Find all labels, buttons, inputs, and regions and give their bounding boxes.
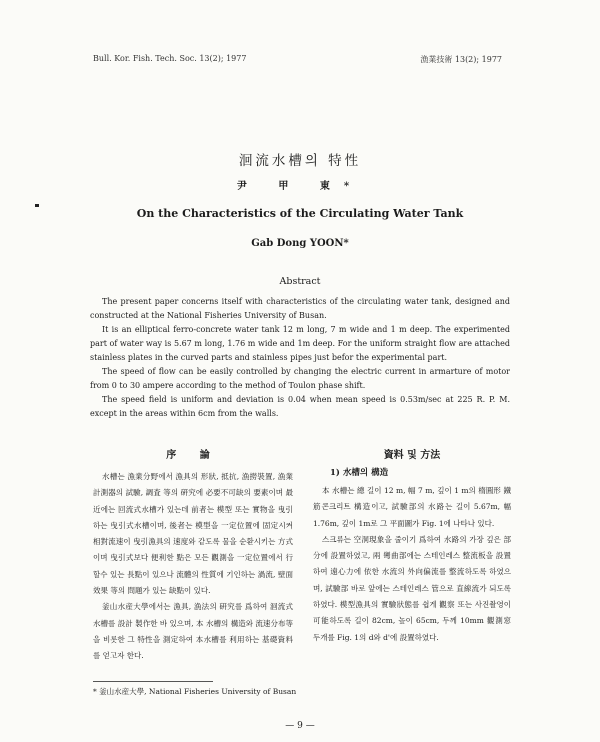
abstract-heading: Abstract — [279, 276, 321, 287]
body-paragraph: 本 水槽는 總 길이 12 m, 幅 7 m, 깊이 1 m의 楕圓形 鐵筋콘크리트 構造이고, 試驗部의 水路는 길이 5.67m, 幅 1.76m, 깊이 1m로 그 平面圖가 Fig. 1에 나타나 있다. — [313, 486, 511, 528]
author-english: Gab Dong YOON* — [251, 238, 349, 249]
journal-header-korean: 漁業技術 13(2); 1977 — [420, 55, 502, 64]
body-paragraph: 釜山水産大學에서는 漁具, 漁法의 硏究를 爲하여 洄流式水槽를 設計 製作한 바 있으며, 本 水槽의 構造와 流速分布等을 비롯한 그 特性을 測定하여 本水槽를 利用하는 基礎資料를 얻고자 한다. — [93, 602, 293, 661]
section-heading-introduction: 序 論 — [166, 450, 220, 461]
paper-title-korean: 洄流水槽의 特性 — [238, 153, 362, 169]
footnote-divider — [93, 681, 213, 682]
abstract-body — [90, 295, 510, 421]
abstract-paragraph: It is an elliptical ferro-concrete water tank 12 m long, 7 m wide and 1 m deep. The experimented part of water way is 5.67 m long, 1.76 m wide and 1m deep. For the uniform straight flow are attached stainless plates in the curved parts and stainless pipes just befor the experimental part. — [90, 325, 510, 362]
author-korean: 尹 甲 東* — [236, 181, 364, 192]
introduction-column — [93, 469, 293, 665]
methods-column — [313, 483, 511, 646]
body-paragraph: 水槽는 漁業分野에서 漁具의 形狀, 抵抗, 漁撈裝置, 漁業計測器의 試驗, 調査 等의 硏究에 必要不可缺의 要素이며 最近에는 回流式水槽가 있는데 前者는 模型 또는 實物을 曳引하는 曳引式水槽이며, 後者는 模型을 一定位置에 固定시켜 相對流速이 曳引漁具의 速度와 같도록 물을 순환시키는 方式이며 曳引式보다 便利한 點은 모든 觀測을 一定位置에서 行할수 있는 長點이 있으나 流體의 性質에 기인하는 渦流, 壁面效果 等의 問題가 있는 缺點이 있다. — [93, 472, 293, 596]
section-heading-materials-methods: 資料 및 方法 — [383, 450, 441, 461]
journal-header-english: Bull. Kor. Fish. Tech. Soc. 13(2); 1977 — [93, 54, 247, 63]
affiliation-footnote: * 釜山水産大學, National Fisheries University of Busan — [93, 687, 297, 696]
page-number: — 9 — — [285, 721, 315, 731]
paper-title-english: On the Characteristics of the Circulating Water Tank — [136, 207, 464, 220]
body-paragraph: 스크류는 空洞現象을 줄이기 爲하여 水路의 가장 깊은 部分에 設置하였고, 兩 彎曲部에는 스테인레스 整流板을 設置하여 遠心力에 依한 水流의 外向偏流를 整流하도록 하였으며, 試驗部 바로 앞에는 스테인레스 管으로 直線流가 되도록 하였다. 模型漁具의 實驗狀態를 쉽게 觀察 또는 사진촬영이 可能하도록 길이 82cm, 높이 65cm, 두께 10mm 觀測窓 두개를 Fig. 1의 d와 d'에 設置하였다. — [313, 534, 511, 642]
abstract-paragraph: The present paper concerns itself with characteristics of the circulating water tank, designed and constructed at the National Fisheries University of Busan. — [90, 297, 510, 320]
subsection-heading-tank-structure: 1) 水槽의 構造 — [330, 468, 389, 478]
abstract-paragraph: The speed of flow can be easily controlled by changing the electric current in armarture of motor from 0 to 30 ampere according to the method of Toulon phase shift. — [90, 367, 510, 390]
abstract-paragraph: The speed field is uniform and deviation is 0.04 when mean speed is 0.53m/sec at 225 R. P. M. except in the areas within 6cm from the walls. — [90, 395, 510, 418]
